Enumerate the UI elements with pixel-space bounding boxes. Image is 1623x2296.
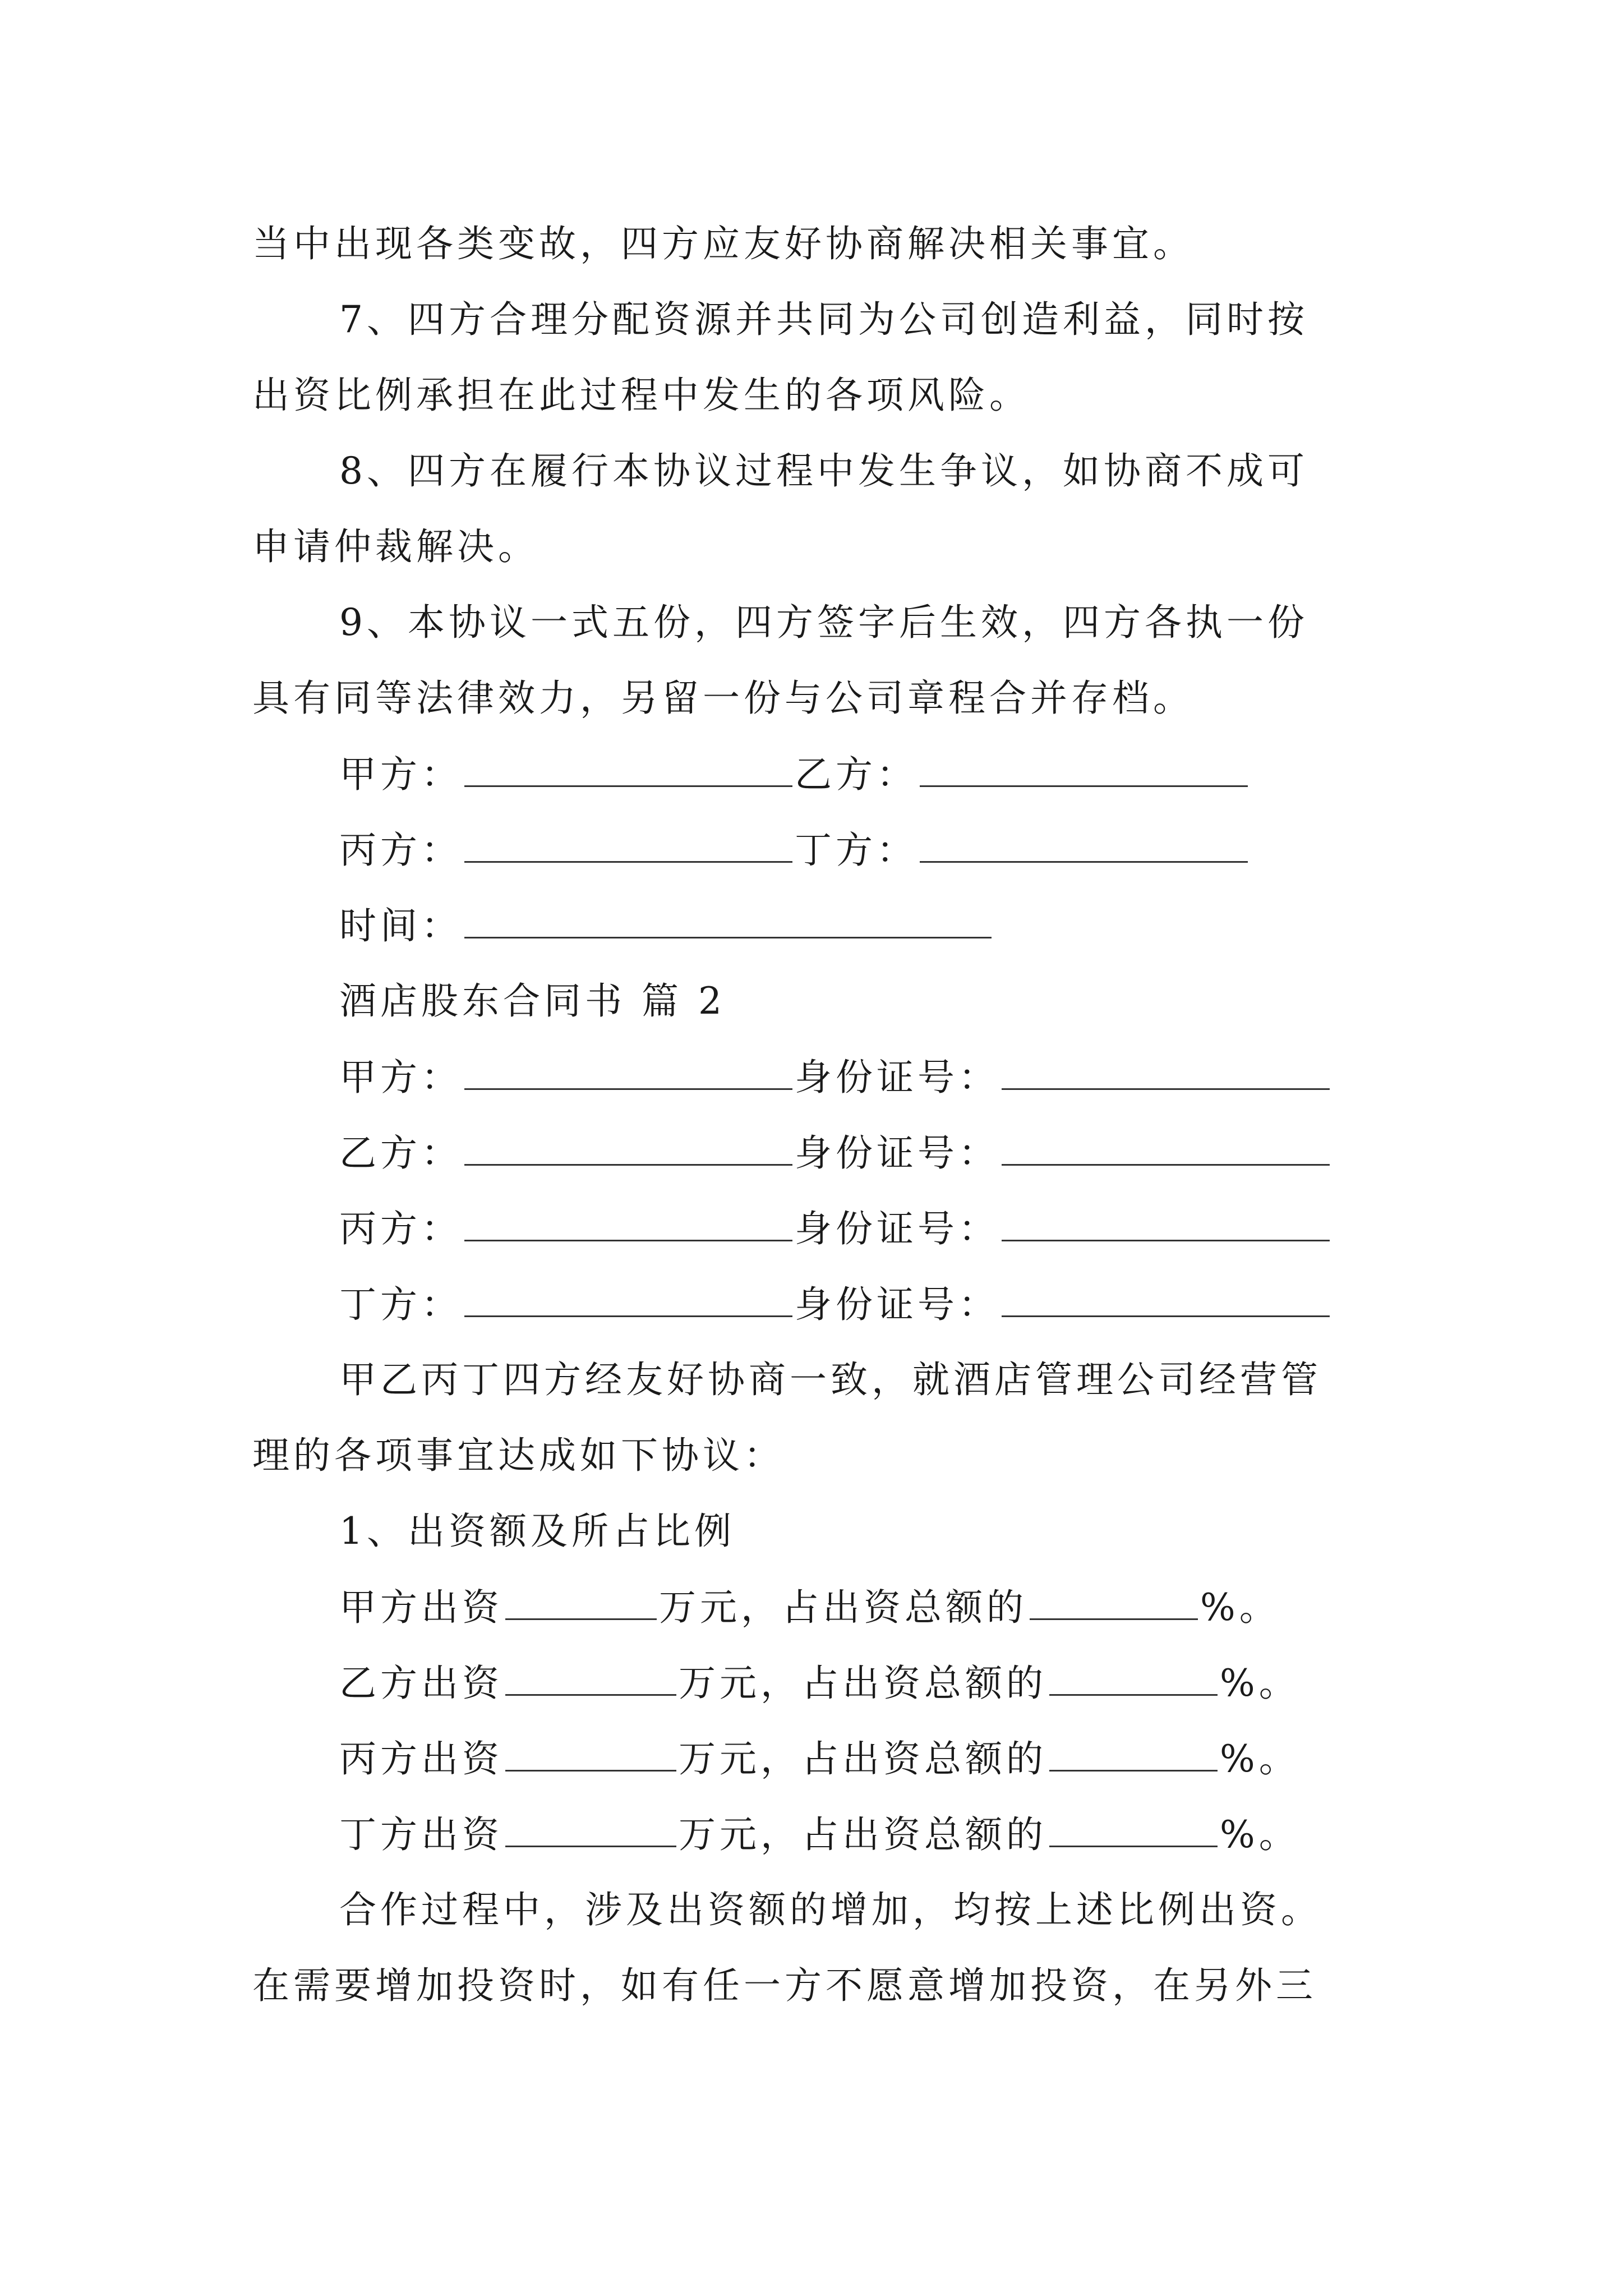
id-number-label: 身份证号： <box>795 1283 999 1326</box>
contributor-label: 丙方出资 <box>339 1737 503 1780</box>
signature-blank[interactable] <box>464 752 792 787</box>
id-number-label: 身份证号： <box>795 1056 999 1099</box>
clause-1-title: 1、出资额及所占比例 <box>339 1510 735 1553</box>
unit-text: 万元，占出资总额的 <box>679 1813 1047 1856</box>
signature-row <box>339 752 1250 797</box>
section-title: 酒店股东合同书 篇 2 <box>339 979 726 1023</box>
intro-line: 理的各项事宜达成如下协议： <box>252 1434 785 1477</box>
signature-blank[interactable] <box>464 827 792 863</box>
amount-blank[interactable] <box>505 1736 676 1772</box>
id-number-label: 身份证号： <box>795 1207 999 1250</box>
id-number-blank[interactable] <box>1002 1130 1330 1166</box>
paragraph-line: 具有同等法律效力，另留一份与公司章程合并存档。 <box>252 677 1194 720</box>
party-label: 丙方： <box>339 1207 462 1250</box>
id-number-blank[interactable] <box>1002 1055 1330 1090</box>
signature-blank[interactable] <box>920 752 1248 787</box>
closing-line: 合作过程中，涉及出资额的增加，均按上述比例出资。 <box>339 1888 1322 1931</box>
party-label: 乙方： <box>339 1131 462 1175</box>
paragraph-line: 申请仲裁解决。 <box>252 525 539 568</box>
percent-blank[interactable] <box>1030 1585 1198 1620</box>
name-blank[interactable] <box>464 1055 792 1090</box>
name-blank[interactable] <box>464 1130 792 1166</box>
contributor-label: 丁方出资 <box>339 1813 503 1856</box>
percent-blank[interactable] <box>1049 1812 1218 1847</box>
closing-line: 在需要增加投资时，如有任一方不愿意增加投资，在另外三 <box>252 1964 1317 2007</box>
paragraph-line: 出资比例承担在此过程中发生的各项风险。 <box>252 374 1030 417</box>
party-yi-label: 乙方： <box>795 753 917 796</box>
unit-text: 万元，占出资总额的 <box>679 1737 1047 1780</box>
date-row <box>339 903 994 949</box>
party-label: 丁方： <box>339 1283 462 1326</box>
party-row <box>339 1282 1332 1327</box>
party-row <box>339 1206 1332 1251</box>
percent-sign: %。 <box>1220 1737 1300 1780</box>
contribution-row <box>339 1812 1300 1857</box>
name-blank[interactable] <box>464 1206 792 1241</box>
party-jia-label: 甲方： <box>339 753 462 796</box>
time-label: 时间： <box>339 904 462 947</box>
party-ding-label: 丁方： <box>795 829 917 872</box>
contributor-label: 乙方出资 <box>339 1662 503 1705</box>
percent-sign: %。 <box>1200 1586 1280 1629</box>
party-row <box>339 1055 1332 1100</box>
party-label: 甲方： <box>339 1056 462 1099</box>
contributor-label: 甲方出资 <box>339 1586 503 1629</box>
clause-9-line: 9、本协议一式五份，四方签字后生效，四方各执一份 <box>339 601 1308 644</box>
unit-text: 万元，占出资总额的 <box>679 1662 1047 1705</box>
percent-blank[interactable] <box>1049 1736 1218 1772</box>
percent-blank[interactable] <box>1049 1660 1218 1696</box>
contribution-row <box>339 1660 1300 1706</box>
contribution-row <box>339 1736 1300 1782</box>
signature-row <box>339 827 1250 873</box>
percent-sign: %。 <box>1220 1662 1300 1705</box>
clause-8-line: 8、四方在履行本协议过程中发生争议，如协商不成可 <box>339 449 1308 493</box>
amount-blank[interactable] <box>505 1660 676 1696</box>
intro-line: 甲乙丙丁四方经友好协商一致，就酒店管理公司经营管 <box>339 1358 1322 1401</box>
party-bing-label: 丙方： <box>339 829 462 872</box>
signature-blank[interactable] <box>920 827 1248 863</box>
amount-blank[interactable] <box>505 1812 676 1847</box>
id-number-blank[interactable] <box>1002 1206 1330 1241</box>
id-number-blank[interactable] <box>1002 1282 1330 1317</box>
percent-sign: %。 <box>1220 1813 1300 1856</box>
unit-text: 万元，占出资总额的 <box>659 1586 1027 1629</box>
paragraph-line: 当中出现各类变故，四方应友好协商解决相关事宜。 <box>252 222 1194 265</box>
name-blank[interactable] <box>464 1282 792 1317</box>
clause-7-line: 7、四方合理分配资源并共同为公司创造利益，同时按 <box>339 298 1308 341</box>
party-row <box>339 1130 1332 1176</box>
contribution-row <box>339 1585 1280 1630</box>
date-blank[interactable] <box>464 903 992 938</box>
amount-blank[interactable] <box>505 1585 657 1620</box>
id-number-label: 身份证号： <box>795 1131 999 1175</box>
